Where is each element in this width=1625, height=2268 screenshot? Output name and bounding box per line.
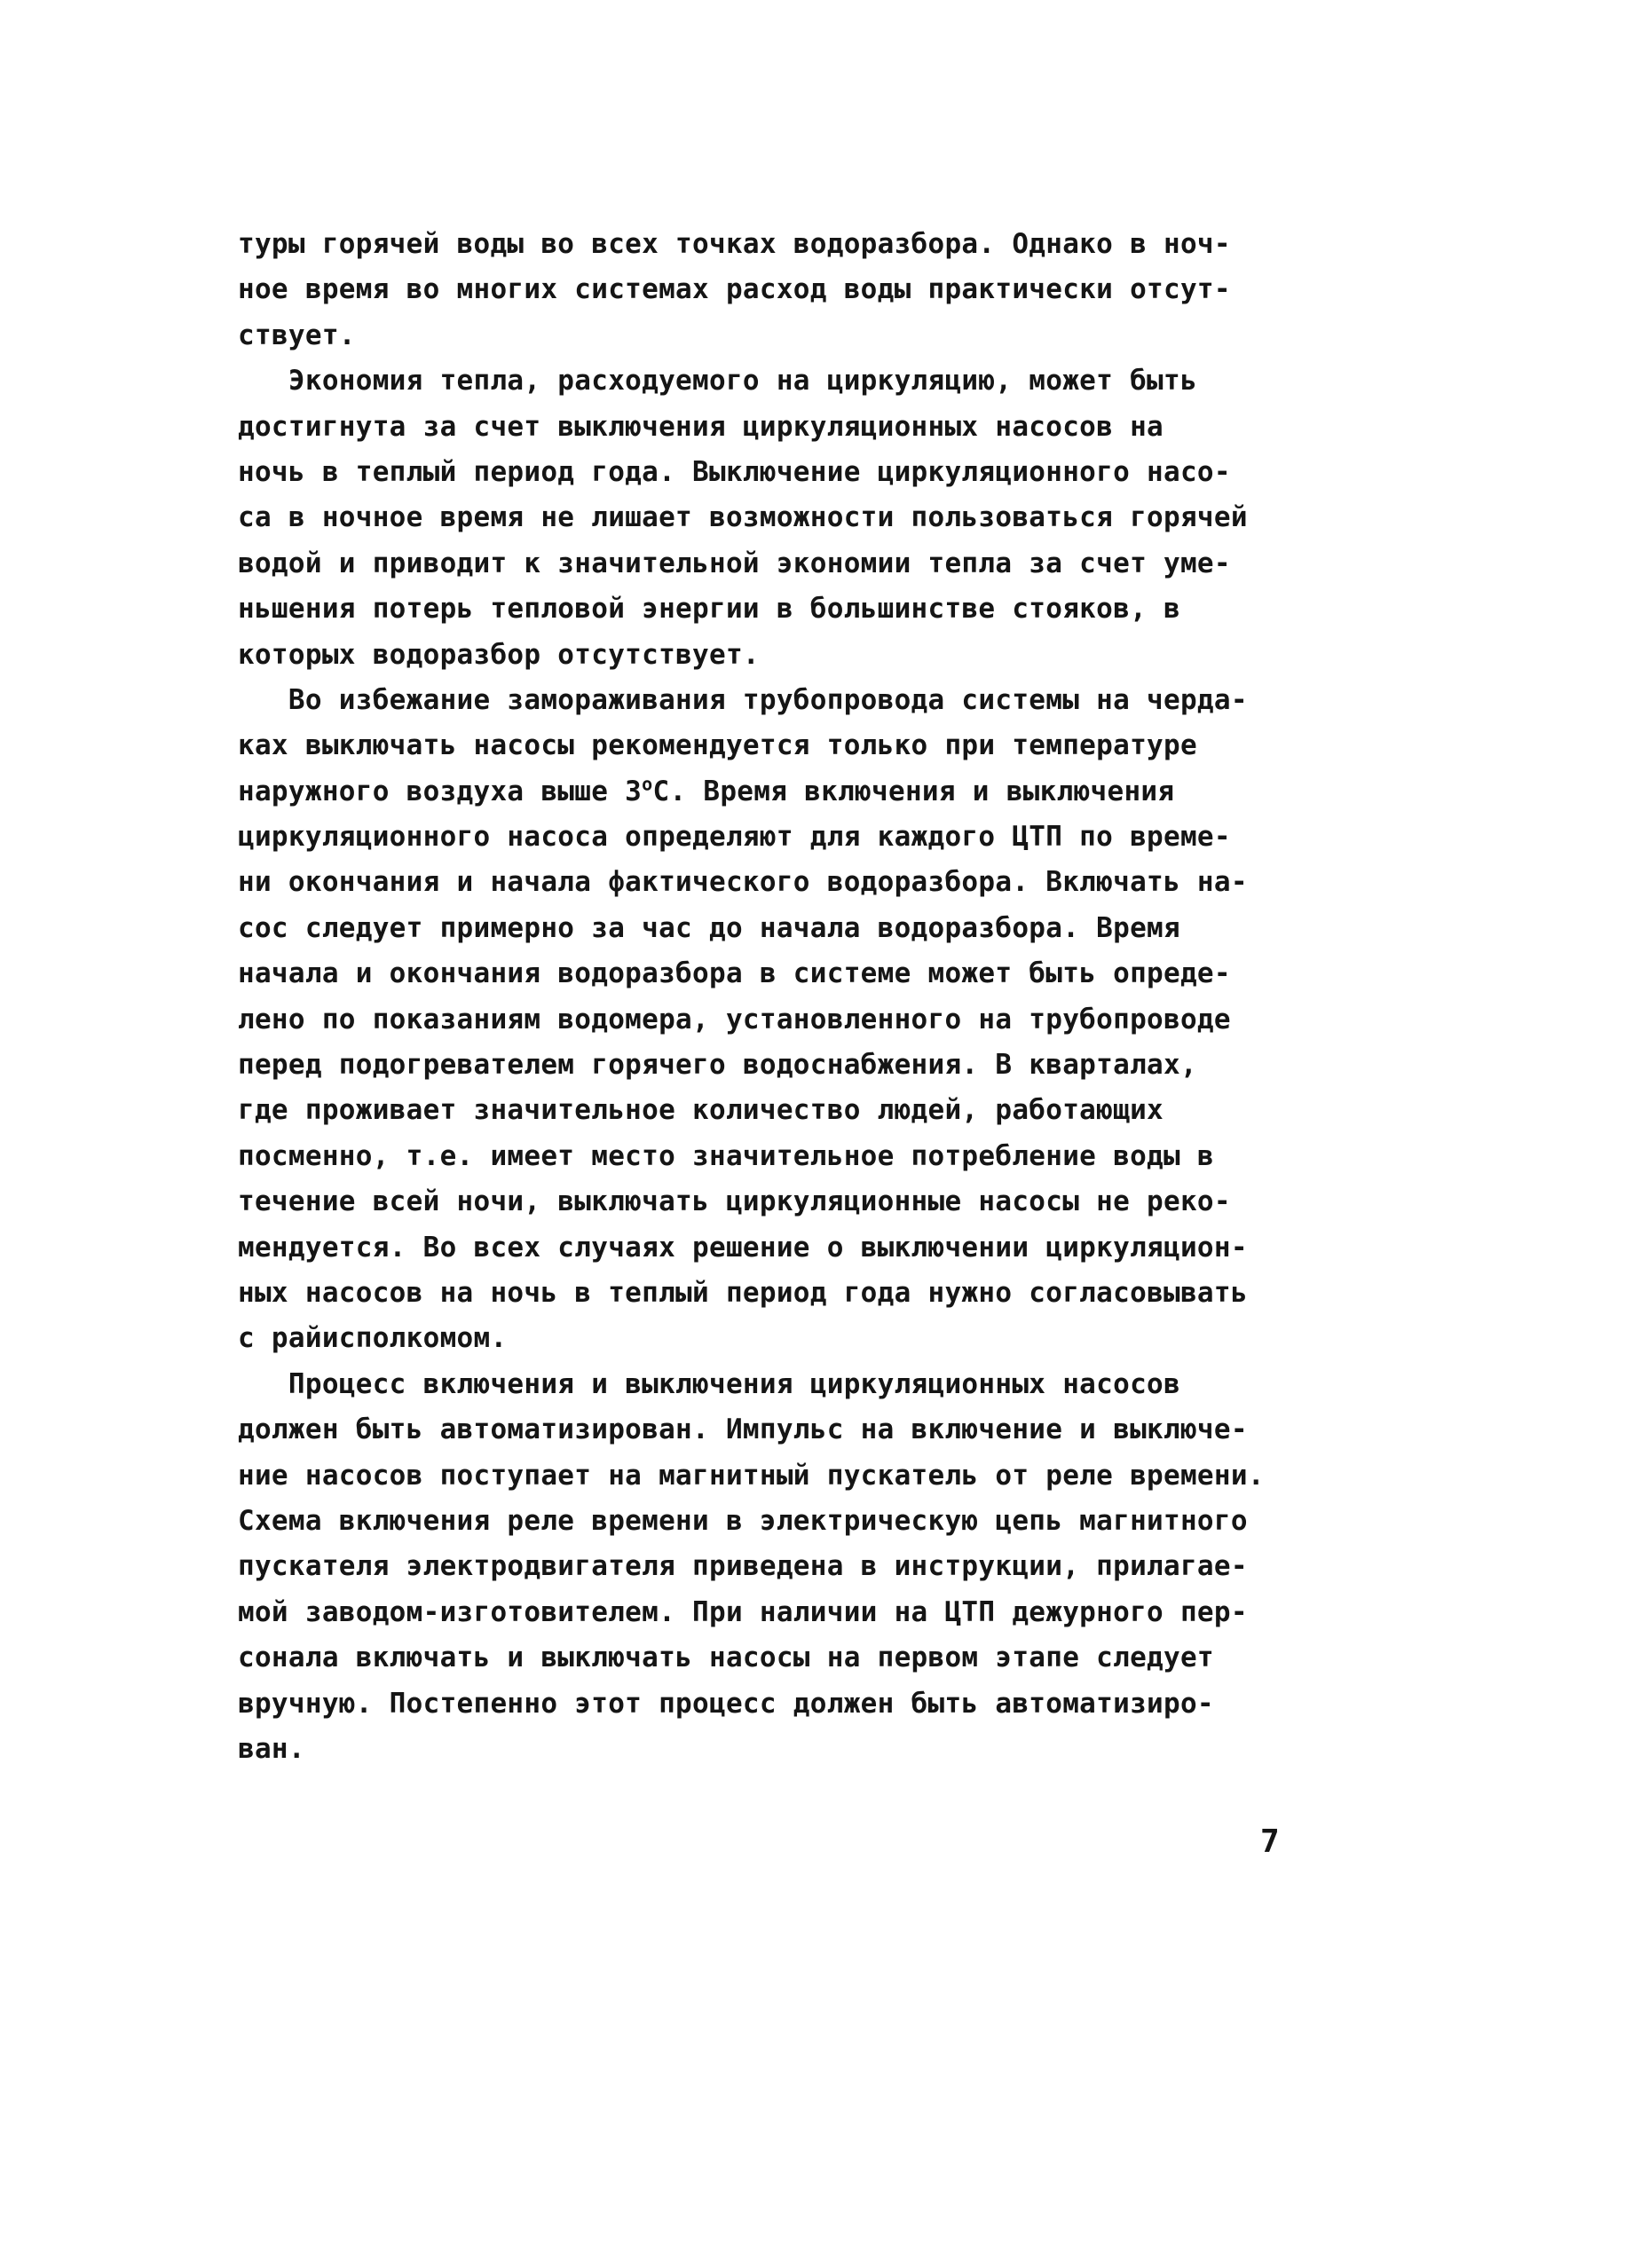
text-line: начала и окончания водоразбора в системе может быть опреде-: [238, 957, 1231, 990]
text-line: Во избежание замораживания трубопровода системы на черда-: [238, 683, 1248, 716]
text-line: ночь в теплый период года. Выключение циркуляционного насо-: [238, 455, 1231, 488]
text-line: ни окончания и начала фактического водоразбора. Включать на-: [238, 866, 1248, 899]
text-line: достигнута за счет выключения циркуляционных насосов на: [238, 410, 1164, 443]
text-line: мой заводом-изготовителем. При наличии на ЦТП дежурного пер-: [238, 1595, 1248, 1628]
text-fragment: наружного воздуха выше 3: [238, 775, 643, 807]
text-line: лено по показаниям водомера, установленного на трубопроводе: [238, 1003, 1231, 1036]
text-line: ное время во многих системах расход воды практически отсут-: [238, 273, 1231, 306]
text-line: циркуляционного насоса определяют для каждого ЦТП по време-: [238, 821, 1231, 854]
text-line: где проживает значительное количество людей, работающих: [238, 1094, 1164, 1127]
text-line: ньшения потерь тепловой энергии в большинстве стояков, в: [238, 593, 1180, 626]
text-line: ствует.: [238, 319, 356, 351]
text-line: Экономия тепла, расходуемого на циркуляцию, может быть: [238, 365, 1197, 398]
text-line: ках выключать насосы рекомендуется только при температуре: [238, 729, 1197, 762]
degree-superscript: o: [642, 773, 653, 795]
text-line: пускателя электродвигателя приведена в инструкции, прилагае-: [238, 1550, 1248, 1583]
text-line: ных насосов на ночь в теплый период года нужно согласовывать: [238, 1276, 1248, 1309]
text-line: туры горячей воды во всех точках водоразбора. Однако в ноч-: [238, 228, 1231, 260]
text-line: вручную. Постепенно этот процесс должен быть автоматизиро-: [238, 1687, 1214, 1720]
text-line: Схема включения реле времени в электрическую цепь магнитного: [238, 1504, 1248, 1537]
text-line: ван.: [238, 1732, 305, 1765]
text-line: мендуется. Во всех случаях решение о выключении циркуляцион-: [238, 1231, 1248, 1264]
text-line: перед подогревателем горячего водоснабжения. В кварталах,: [238, 1049, 1197, 1082]
body-text: [238, 222, 1347, 1772]
text-line: Процесс включения и выключения циркуляционных насосов: [238, 1367, 1180, 1400]
text-fragment: C. Время включения и выключения: [652, 775, 1175, 807]
text-line: водой и приводит к значительной экономии тепла за счет уме-: [238, 547, 1231, 579]
page-number: 7: [1260, 1823, 1280, 1860]
text-line: течение всей ночи, выключать циркуляционные насосы не реко-: [238, 1185, 1231, 1218]
text-line: ние насосов поступает на магнитный пускатель от реле времени.: [238, 1459, 1265, 1492]
text-line: которых водоразбор отсутствует.: [238, 638, 760, 671]
text-line-with-superscript: [238, 769, 1347, 815]
text-line: с райисполкомом.: [238, 1322, 508, 1355]
text-line: сос следует примерно за час до начала водоразбора. Время: [238, 911, 1180, 944]
text-line: должен быть автоматизирован. Импульс на включение и выключе-: [238, 1414, 1248, 1446]
text-line: посменно, т.е. имеет место значительное потребление воды в: [238, 1139, 1214, 1172]
text-line: са в ночное время не лишает возможности пользоваться горячей: [238, 501, 1248, 534]
text-line: сонала включать и выключать насосы на первом этапе следует: [238, 1642, 1214, 1674]
